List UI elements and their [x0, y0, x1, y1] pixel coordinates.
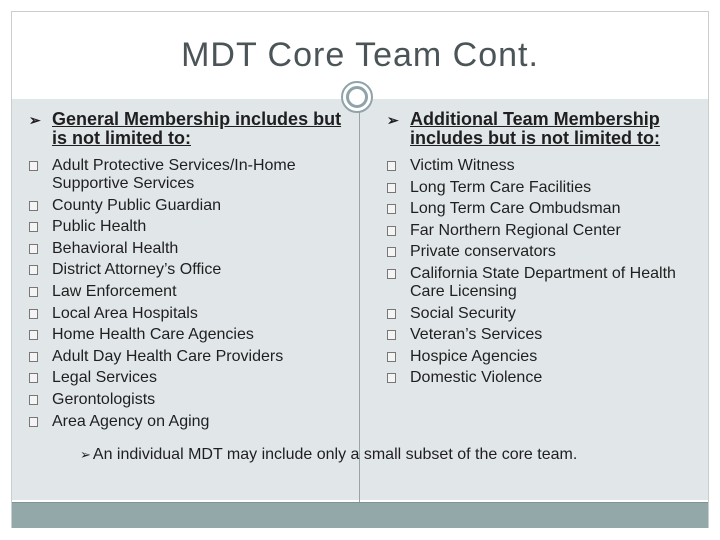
- square-bullet-icon: [29, 287, 38, 297]
- list-item-text: Area Agency on Aging: [52, 412, 210, 430]
- square-bullet-icon: [29, 309, 38, 319]
- list-item: [29, 283, 354, 301]
- square-bullet-icon: [387, 247, 396, 257]
- list-item: [387, 179, 702, 197]
- additional-membership-column: [387, 110, 702, 391]
- arrow-bullet-icon: ➢: [387, 112, 399, 128]
- list-item: [29, 305, 354, 323]
- footnote: [80, 446, 577, 464]
- heading-text: Additional Team Membership includes but is not limited to:: [410, 109, 660, 148]
- square-bullet-icon: [387, 269, 396, 279]
- list-item: [29, 326, 354, 344]
- square-bullet-icon: [29, 265, 38, 275]
- list-item: [387, 157, 702, 175]
- square-bullet-icon: [29, 373, 38, 383]
- square-bullet-icon: [387, 330, 396, 340]
- general-membership-list: [29, 157, 354, 431]
- list-item: [387, 348, 702, 366]
- list-item: [387, 200, 702, 218]
- square-bullet-icon: [387, 352, 396, 362]
- list-item-text: Adult Day Health Care Providers: [52, 347, 284, 365]
- list-item-text: Long Term Care Ombudsman: [410, 200, 621, 218]
- list-item-text: Behavioral Health: [52, 239, 179, 257]
- list-item: [29, 348, 354, 366]
- square-bullet-icon: [29, 201, 38, 211]
- square-bullet-icon: [29, 161, 38, 171]
- list-item-text: County Public Guardian: [52, 196, 221, 214]
- list-item: [29, 157, 354, 193]
- list-item-text: Public Health: [52, 218, 147, 236]
- arrow-bullet-icon: ➢: [29, 112, 41, 128]
- arrow-bullet-icon: ➢: [80, 447, 91, 462]
- square-bullet-icon: [29, 330, 38, 340]
- square-bullet-icon: [29, 417, 38, 427]
- list-item-text: Social Security: [410, 304, 516, 322]
- square-bullet-icon: [29, 395, 38, 405]
- circle-ornament-inner: [346, 86, 368, 108]
- footer-bar: [12, 502, 708, 528]
- square-bullet-icon: [387, 373, 396, 383]
- list-item: [387, 369, 702, 387]
- list-item: [29, 369, 354, 387]
- square-bullet-icon: [29, 222, 38, 232]
- general-membership-heading: [29, 110, 354, 148]
- list-item-text: Far Northern Regional Center: [410, 221, 621, 239]
- list-item-text: Domestic Violence: [410, 369, 543, 387]
- list-item: [29, 261, 354, 279]
- square-bullet-icon: [387, 204, 396, 214]
- list-item: [29, 218, 354, 236]
- list-item-text: Gerontologists: [52, 390, 156, 408]
- list-item-text: Veteran’s Services: [410, 326, 543, 344]
- list-item-text: Home Health Care Agencies: [52, 326, 254, 344]
- square-bullet-icon: [387, 161, 396, 171]
- list-item-text: District Attorney’s Office: [52, 261, 222, 279]
- additional-membership-heading: [387, 110, 702, 148]
- footnote-text: An individual MDT may include only a small subset of the core team.: [92, 446, 578, 463]
- list-item: [387, 326, 702, 344]
- square-bullet-icon: [29, 352, 38, 362]
- heading-text: General Membership includes but is not limited to:: [52, 109, 342, 148]
- square-bullet-icon: [387, 226, 396, 236]
- list-item-text: California State Department of Health Care Licensing: [410, 264, 676, 300]
- list-item-text: Victim Witness: [410, 157, 515, 174]
- square-bullet-icon: [387, 309, 396, 319]
- list-item-text: Local Area Hospitals: [52, 304, 198, 322]
- list-item: [387, 305, 702, 323]
- list-item: [29, 197, 354, 215]
- list-item-text: Long Term Care Facilities: [410, 178, 592, 196]
- additional-membership-list: [387, 157, 702, 387]
- list-item-text: Private conservators: [410, 243, 556, 261]
- general-membership-column: [29, 110, 354, 434]
- divider-vertical: [359, 98, 360, 502]
- list-item-text: Adult Protective Services/In-Home Supportive Services: [52, 157, 296, 192]
- list-item: [29, 391, 354, 409]
- list-item: [29, 413, 354, 431]
- list-item: [387, 243, 702, 261]
- square-bullet-icon: [387, 183, 396, 193]
- square-bullet-icon: [29, 244, 38, 254]
- list-item: [387, 265, 702, 301]
- list-item-text: Hospice Agencies: [410, 347, 538, 365]
- list-item: [29, 240, 354, 258]
- slide-title: MDT Core Team Cont.: [181, 36, 539, 74]
- list-item-text: Legal Services: [52, 369, 157, 387]
- list-item-text: Law Enforcement: [52, 282, 177, 300]
- list-item: [387, 222, 702, 240]
